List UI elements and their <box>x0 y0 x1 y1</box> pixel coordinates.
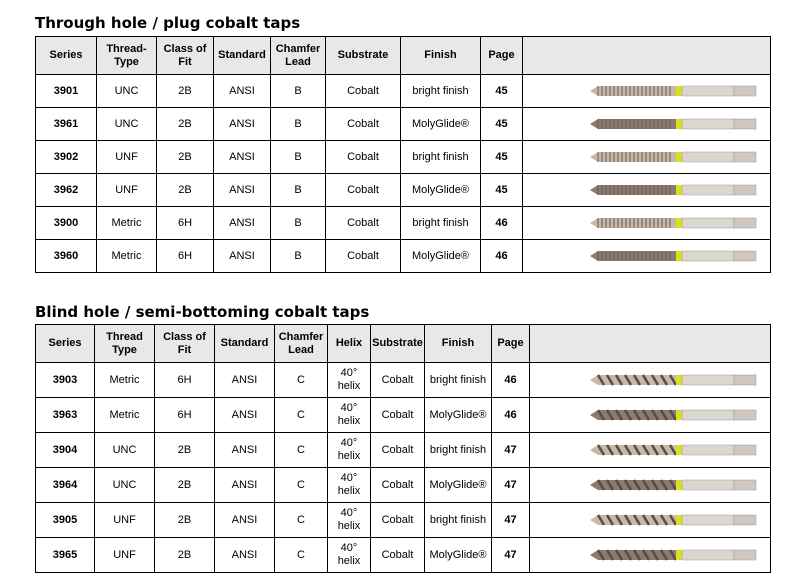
series-cell: 3965 <box>36 538 95 573</box>
table-row <box>36 538 771 573</box>
finish-cell: MolyGlide® <box>425 538 492 573</box>
series-cell: 3962 <box>36 174 97 207</box>
chamfer-cell: C <box>275 468 328 503</box>
standard-cell: ANSI <box>215 398 275 433</box>
column-header: Chamfer Lead <box>271 37 326 75</box>
column-header: Helix <box>328 325 371 363</box>
molyglide-tap-image <box>588 181 764 199</box>
thread-cell: Metric <box>97 207 157 240</box>
thread-cell: UNF <box>95 538 155 573</box>
chamfer-cell: B <box>271 141 326 174</box>
table-row <box>36 174 771 207</box>
page-cell: 46 <box>481 207 523 240</box>
tap-image-cell <box>530 468 771 503</box>
column-header: Substrate <box>326 37 401 75</box>
fit-cell: 2B <box>157 75 214 108</box>
series-cell: 3963 <box>36 398 95 433</box>
page-cell: 47 <box>492 433 530 468</box>
column-header: Standard <box>214 37 271 75</box>
table-row <box>36 433 771 468</box>
fit-cell: 6H <box>155 398 215 433</box>
helix-cell: 40° helix <box>328 363 371 398</box>
page-cell: 46 <box>492 398 530 433</box>
molyglide-tap-image <box>588 115 764 133</box>
table-row <box>36 240 771 273</box>
bright-tap-image <box>588 214 764 232</box>
substrate-cell: Cobalt <box>326 141 401 174</box>
fit-cell: 2B <box>157 108 214 141</box>
thread-cell: UNC <box>97 108 157 141</box>
helix-cell: 40° helix <box>328 433 371 468</box>
finish-cell: bright finish <box>401 207 481 240</box>
fit-cell: 2B <box>155 433 215 468</box>
thread-cell: UNC <box>97 75 157 108</box>
column-header: Page <box>481 37 523 75</box>
bright-tap-image <box>588 441 764 459</box>
table-row <box>36 207 771 240</box>
standard-cell: ANSI <box>215 503 275 538</box>
finish-cell: MolyGlide® <box>401 174 481 207</box>
column-header: Finish <box>425 325 492 363</box>
tap-image-cell <box>523 240 771 273</box>
chamfer-cell: B <box>271 108 326 141</box>
substrate-cell: Cobalt <box>371 363 425 398</box>
substrate-cell: Cobalt <box>326 207 401 240</box>
page-cell: 45 <box>481 75 523 108</box>
thread-cell: UNC <box>95 433 155 468</box>
table-row <box>36 141 771 174</box>
column-header: Class of Fit <box>155 325 215 363</box>
chamfer-cell: C <box>275 538 328 573</box>
chamfer-cell: B <box>271 75 326 108</box>
column-header: Page <box>492 325 530 363</box>
tap-image-cell <box>523 108 771 141</box>
substrate-cell: Cobalt <box>371 468 425 503</box>
finish-cell: bright finish <box>401 141 481 174</box>
molyglide-tap-image <box>588 546 764 564</box>
standard-cell: ANSI <box>214 207 271 240</box>
page-cell: 46 <box>492 363 530 398</box>
column-header: Substrate <box>371 325 425 363</box>
series-cell: 3960 <box>36 240 97 273</box>
finish-cell: bright finish <box>401 75 481 108</box>
chamfer-cell: C <box>275 398 328 433</box>
column-header <box>523 37 771 75</box>
fit-cell: 2B <box>155 503 215 538</box>
page-cell: 47 <box>492 503 530 538</box>
bright-tap-image <box>588 511 764 529</box>
fit-cell: 2B <box>157 174 214 207</box>
page-cell: 45 <box>481 174 523 207</box>
finish-cell: bright finish <box>425 433 492 468</box>
page-cell: 45 <box>481 141 523 174</box>
thread-cell: Metric <box>97 240 157 273</box>
standard-cell: ANSI <box>215 468 275 503</box>
column-header <box>530 325 771 363</box>
helix-cell: 40° helix <box>328 503 371 538</box>
finish-cell: MolyGlide® <box>401 240 481 273</box>
bright-tap-image <box>588 148 764 166</box>
column-header: Chamfer Lead <box>275 325 328 363</box>
fit-cell: 2B <box>155 538 215 573</box>
column-header: Standard <box>215 325 275 363</box>
series-cell: 3904 <box>36 433 95 468</box>
tap-image-cell <box>530 398 771 433</box>
finish-cell: MolyGlide® <box>425 398 492 433</box>
standard-cell: ANSI <box>215 433 275 468</box>
series-cell: 3964 <box>36 468 95 503</box>
standard-cell: ANSI <box>214 108 271 141</box>
bright-tap-image <box>588 82 764 100</box>
helix-cell: 40° helix <box>328 398 371 433</box>
page-cell: 46 <box>481 240 523 273</box>
substrate-cell: Cobalt <box>371 398 425 433</box>
column-header: Finish <box>401 37 481 75</box>
fit-cell: 6H <box>157 207 214 240</box>
bright-tap-image <box>588 371 764 389</box>
series-cell: 3902 <box>36 141 97 174</box>
finish-cell: MolyGlide® <box>425 468 492 503</box>
thread-cell: UNF <box>97 141 157 174</box>
standard-cell: ANSI <box>214 75 271 108</box>
substrate-cell: Cobalt <box>326 174 401 207</box>
column-header: Thread- Type <box>97 37 157 75</box>
page-cell: 47 <box>492 538 530 573</box>
standard-cell: ANSI <box>215 538 275 573</box>
tap-image-cell <box>530 503 771 538</box>
chamfer-cell: B <box>271 240 326 273</box>
fit-cell: 2B <box>155 468 215 503</box>
tap-image-cell <box>530 433 771 468</box>
page-cell: 47 <box>492 468 530 503</box>
tap-image-cell <box>523 141 771 174</box>
tap-image-cell <box>523 207 771 240</box>
thread-cell: UNF <box>95 503 155 538</box>
finish-cell: MolyGlide® <box>401 108 481 141</box>
through-hole-title: Through hole / plug cobalt taps <box>35 14 301 32</box>
table-row <box>36 108 771 141</box>
finish-cell: bright finish <box>425 503 492 538</box>
column-header: Series <box>36 37 97 75</box>
series-cell: 3901 <box>36 75 97 108</box>
tap-image-cell <box>530 363 771 398</box>
helix-cell: 40° helix <box>328 538 371 573</box>
substrate-cell: Cobalt <box>326 240 401 273</box>
standard-cell: ANSI <box>214 141 271 174</box>
thread-cell: Metric <box>95 363 155 398</box>
standard-cell: ANSI <box>214 174 271 207</box>
standard-cell: ANSI <box>214 240 271 273</box>
chamfer-cell: C <box>275 433 328 468</box>
helix-cell: 40° helix <box>328 468 371 503</box>
substrate-cell: Cobalt <box>326 108 401 141</box>
substrate-cell: Cobalt <box>371 433 425 468</box>
table-row <box>36 363 771 398</box>
chamfer-cell: B <box>271 207 326 240</box>
tap-image-cell <box>523 174 771 207</box>
thread-cell: Metric <box>95 398 155 433</box>
fit-cell: 2B <box>157 141 214 174</box>
tap-image-cell <box>530 538 771 573</box>
molyglide-tap-image <box>588 476 764 494</box>
chamfer-cell: B <box>271 174 326 207</box>
finish-cell: bright finish <box>425 363 492 398</box>
standard-cell: ANSI <box>215 363 275 398</box>
series-cell: 3905 <box>36 503 95 538</box>
column-header: Thread Type <box>95 325 155 363</box>
chamfer-cell: C <box>275 363 328 398</box>
table-row <box>36 75 771 108</box>
molyglide-tap-image <box>588 406 764 424</box>
series-cell: 3903 <box>36 363 95 398</box>
blind-hole-table <box>35 324 771 573</box>
tap-image-cell <box>523 75 771 108</box>
series-cell: 3961 <box>36 108 97 141</box>
blind-hole-title: Blind hole / semi-bottoming cobalt taps <box>35 303 370 321</box>
fit-cell: 6H <box>157 240 214 273</box>
substrate-cell: Cobalt <box>326 75 401 108</box>
series-cell: 3900 <box>36 207 97 240</box>
column-header: Class of Fit <box>157 37 214 75</box>
thread-cell: UNC <box>95 468 155 503</box>
substrate-cell: Cobalt <box>371 503 425 538</box>
column-header: Series <box>36 325 95 363</box>
table-row <box>36 468 771 503</box>
page-cell: 45 <box>481 108 523 141</box>
substrate-cell: Cobalt <box>371 538 425 573</box>
molyglide-tap-image <box>588 247 764 265</box>
through-hole-table <box>35 36 771 273</box>
table-row <box>36 503 771 538</box>
thread-cell: UNF <box>97 174 157 207</box>
fit-cell: 6H <box>155 363 215 398</box>
chamfer-cell: C <box>275 503 328 538</box>
table-row <box>36 398 771 433</box>
